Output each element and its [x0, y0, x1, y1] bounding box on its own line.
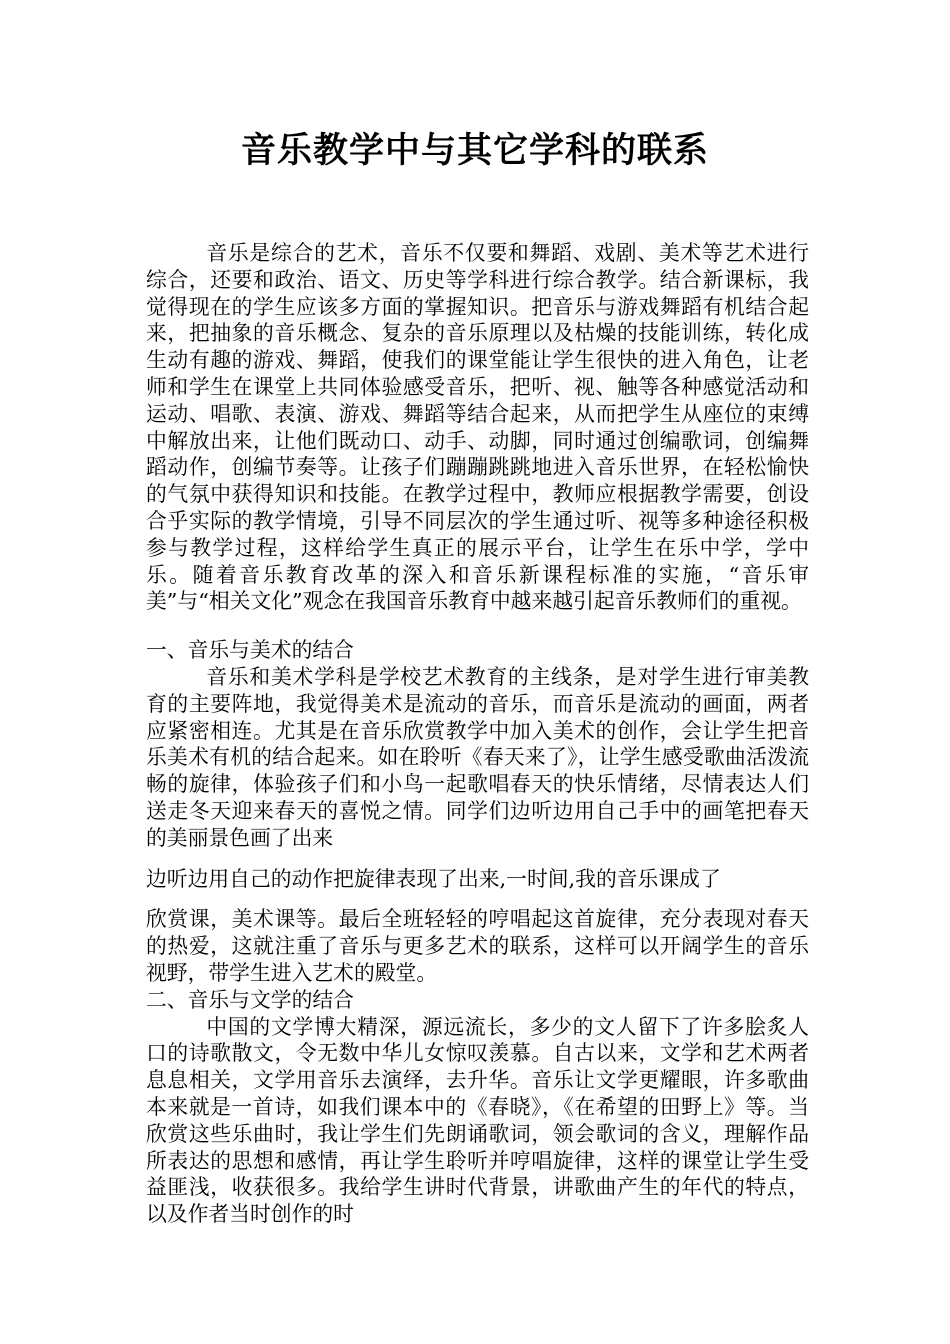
paragraph-gap: [146, 892, 809, 906]
literature-paragraph: 中国的文学博大精深，源远流长，多少的文人留下了许多脍炙人口的诗歌散文，令无数中华儿女惊叹羡慕。自古以来，文学和艺术两者息息相关，文学用音乐去演绎，去升华。音乐让文学更耀眼，许多歌曲本来就是一首诗，如我们课本中的《春晓》，《在希望的田野上》等。当欣赏这些乐曲时，我让学生们先朗诵歌词，领会歌词的含义，理解作品所表达的思想和感情，再让学生聆听并哼唱旋律，这样的课堂让学生受益匪浅，收获很多。我给学生讲时代背景，讲歌曲产生的年代的特点，以及作者当时创作的时: [146, 1014, 809, 1227]
art-paragraph-end: 欣赏课，美术课等。最后全班轻轻的哼唱起这首旋律，充分表现对春天的热爱，这就注重了音乐与更多艺术的联系，这样可以开阔学生的音乐视野，带学生进入艺术的殿堂。: [146, 907, 809, 985]
section-heading-art: 一、音乐与美术的结合: [146, 638, 354, 663]
intro-paragraph: 音乐是综合的艺术，音乐不仅要和舞蹈、戏剧、美术等艺术进行综合，还要和政治、语文、历史等学科进行综合教学。结合新课标，我觉得现在的学生应该多方面的掌握知识。把音乐与游戏舞蹈有机结合起来，把抽象的音乐概念、复杂的音乐原理以及枯燥的技能训练，转化成生动有趣的游戏、舞蹈，使我们的课堂能让学生很快的进入角色，让老师和学生在课堂上共同体验感受音乐，把听、视、触等各种感觉活动和运动、唱歌、表演、游戏、舞蹈等结合起来，从而把学生从座位的束缚中解放出来，让他们既动口、动手、动脚，同时通过创编歌词，创编舞蹈动作，创编节奏等。让孩子们蹦蹦跳跳地进入音乐世界，在轻松愉快的气氛中获得知识和技能。在教学过程中，教师应根据教学需要，创设合乎实际的教学情境，引导不同层次的学生通过听、视等多种途径积极参与教学过程，这样给学生真正的展示平台，让学生在乐中学，学中乐。随着音乐教育改革的深入和音乐新课程标准的实施，“音乐审美”与“相关文化”观念在我国音乐教育中越来越引起音乐教师们的重视。: [146, 241, 809, 614]
paragraph-gap: [146, 615, 809, 637]
art-paragraph-continued: 边听边用自己的动作把旋律表现了出来,一时间,我的音乐课成了: [146, 866, 721, 891]
document-body: [146, 240, 809, 1228]
art-paragraph: 音乐和美术学科是学校艺术教育的主线条，是对学生进行审美教育的主要阵地，我觉得美术是流动的音乐，而音乐是流动的画面，两者应紧密相连。尤其是在音乐欣赏教学中加入美术的创作，会让学生把音乐美术有机的结合起来。如在聆听《春天来了》，让学生感受歌曲活泼流畅的旋律，体验孩子们和小鸟一起歌唱春天的快乐情绪，尽情表达人们送走冬天迎来春天的喜悦之情。同学们边听边用自己手中的画笔把春天的美丽景色画了出来: [146, 664, 809, 850]
document-title: 音乐教学中与其它学科的联系: [240, 130, 709, 171]
section-heading-literature: 二、音乐与文学的结合: [146, 987, 354, 1012]
paragraph-gap: [146, 852, 809, 866]
